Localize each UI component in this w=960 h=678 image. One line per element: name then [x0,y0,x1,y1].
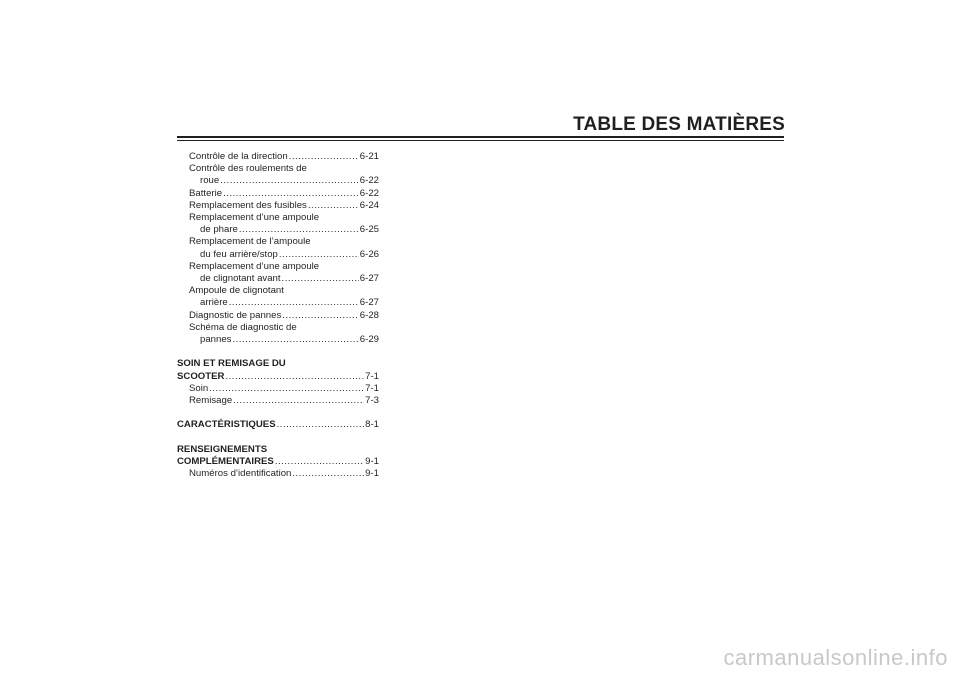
toc-entry-label: Schéma de diagnostic de [189,321,297,333]
toc-page-number: 6-27 [359,297,379,309]
toc-entry-direction[interactable] [177,151,379,163]
toc-entry-label: Remplacement de l’ampoule [189,236,311,248]
toc-section-caracteristiques[interactable] [177,419,379,431]
toc-entry-schema-pannes[interactable] [177,334,379,346]
toc-leader-dots [275,456,364,468]
toc-leader-dots [282,310,359,322]
toc-entry-label: Remisage [189,395,233,407]
toc-entry-label: Remplacement d’une ampoule [189,260,320,272]
toc-leader-dots [209,383,364,395]
toc-entry-label: pannes [200,334,232,346]
toc-entry-label: Diagnostic de pannes [189,309,282,321]
toc-page-number: 6-21 [359,151,379,162]
toc-page-number: 6-22 [359,175,379,187]
toc-entry-soin[interactable] [177,383,379,395]
toc-leader-dots [223,188,359,200]
toc-entry-label: Numéros d’identification [189,468,292,480]
toc-spacer [177,407,379,419]
toc-section-renseignements[interactable] [177,456,379,468]
toc-page-number: 6-26 [359,248,379,260]
toc-section-label: SOIN ET REMISAGE DU [177,358,286,370]
toc-leader-dots [282,273,359,285]
toc-entry-label: Contrôle des roulements de [189,163,307,175]
toc-page-number: 9-1 [365,468,379,480]
toc-section-soin-remisage[interactable] [177,371,379,383]
table-of-contents [177,151,379,480]
toc-entry-label: roue [200,175,220,187]
toc-entry-feu-arriere[interactable] [177,249,379,261]
toc-entry-remisage[interactable] [177,395,379,407]
toc-leader-dots [239,224,359,236]
toc-page-number: 6-24 [359,199,379,211]
toc-section-label: RENSEIGNEMENTS [177,443,268,455]
toc-page-number: 6-29 [359,334,379,346]
toc-entry-phare[interactable] [177,224,379,236]
toc-leader-dots [308,200,359,212]
toc-entry-label: arrière [200,297,228,309]
toc-page-number: 6-28 [359,309,379,321]
toc-entry-roulements[interactable] [177,175,379,187]
toc-entry-fusibles[interactable] [177,200,379,212]
toc-entry-label: Soin [189,382,209,394]
page-title: TABLE DES MATIÈRES [573,114,785,135]
toc-entry-label: Contrôle de la direction [189,151,288,162]
toc-spacer [177,432,379,444]
toc-section-label: SCOOTER [177,370,225,382]
toc-leader-dots [277,419,365,431]
toc-entry-label: de clignotant avant [200,273,281,285]
watermark: carmanualsonline.info [723,645,948,670]
toc-entry-diagnostic[interactable] [177,310,379,322]
toc-page-number: 6-27 [359,273,379,285]
toc-entry-label: Remplacement d’une ampoule [189,212,320,224]
toc-section-label: CARACTÉRISTIQUES [177,419,276,431]
toc-spacer [177,346,379,358]
toc-entry-batterie[interactable] [177,188,379,200]
toc-entry-label: de phare [200,224,238,236]
toc-leader-dots [229,297,359,309]
header-rule-thin [177,140,784,141]
toc-page-number: 7-1 [365,370,379,382]
toc-leader-dots [289,151,359,163]
toc-section-label: COMPLÉMENTAIRES [177,456,274,468]
toc-page-number: 9-1 [365,456,379,468]
toc-leader-dots [233,395,364,407]
header-rule-thick [177,136,784,138]
toc-entry-label: Batterie [189,187,223,199]
toc-leader-dots [225,371,364,383]
toc-entry-label: du feu arrière/stop [200,248,278,260]
toc-entry-clignotant-avant[interactable] [177,273,379,285]
toc-leader-dots [279,249,359,261]
toc-leader-dots [232,334,358,346]
toc-page-number: 7-3 [365,395,379,407]
toc-entry-clignotant-arriere[interactable] [177,297,379,309]
toc-page-number: 6-22 [359,187,379,199]
toc-page-number: 7-1 [365,382,379,394]
toc-entry-identification[interactable] [177,468,379,480]
toc-entry-label: Remplacement des fusibles [189,199,307,211]
toc-page-number: 8-1 [365,419,379,431]
toc-page-number: 6-25 [359,224,379,236]
toc-leader-dots [220,175,359,187]
toc-leader-dots [292,468,364,480]
toc-entry-label: Ampoule de clignotant [189,285,284,297]
